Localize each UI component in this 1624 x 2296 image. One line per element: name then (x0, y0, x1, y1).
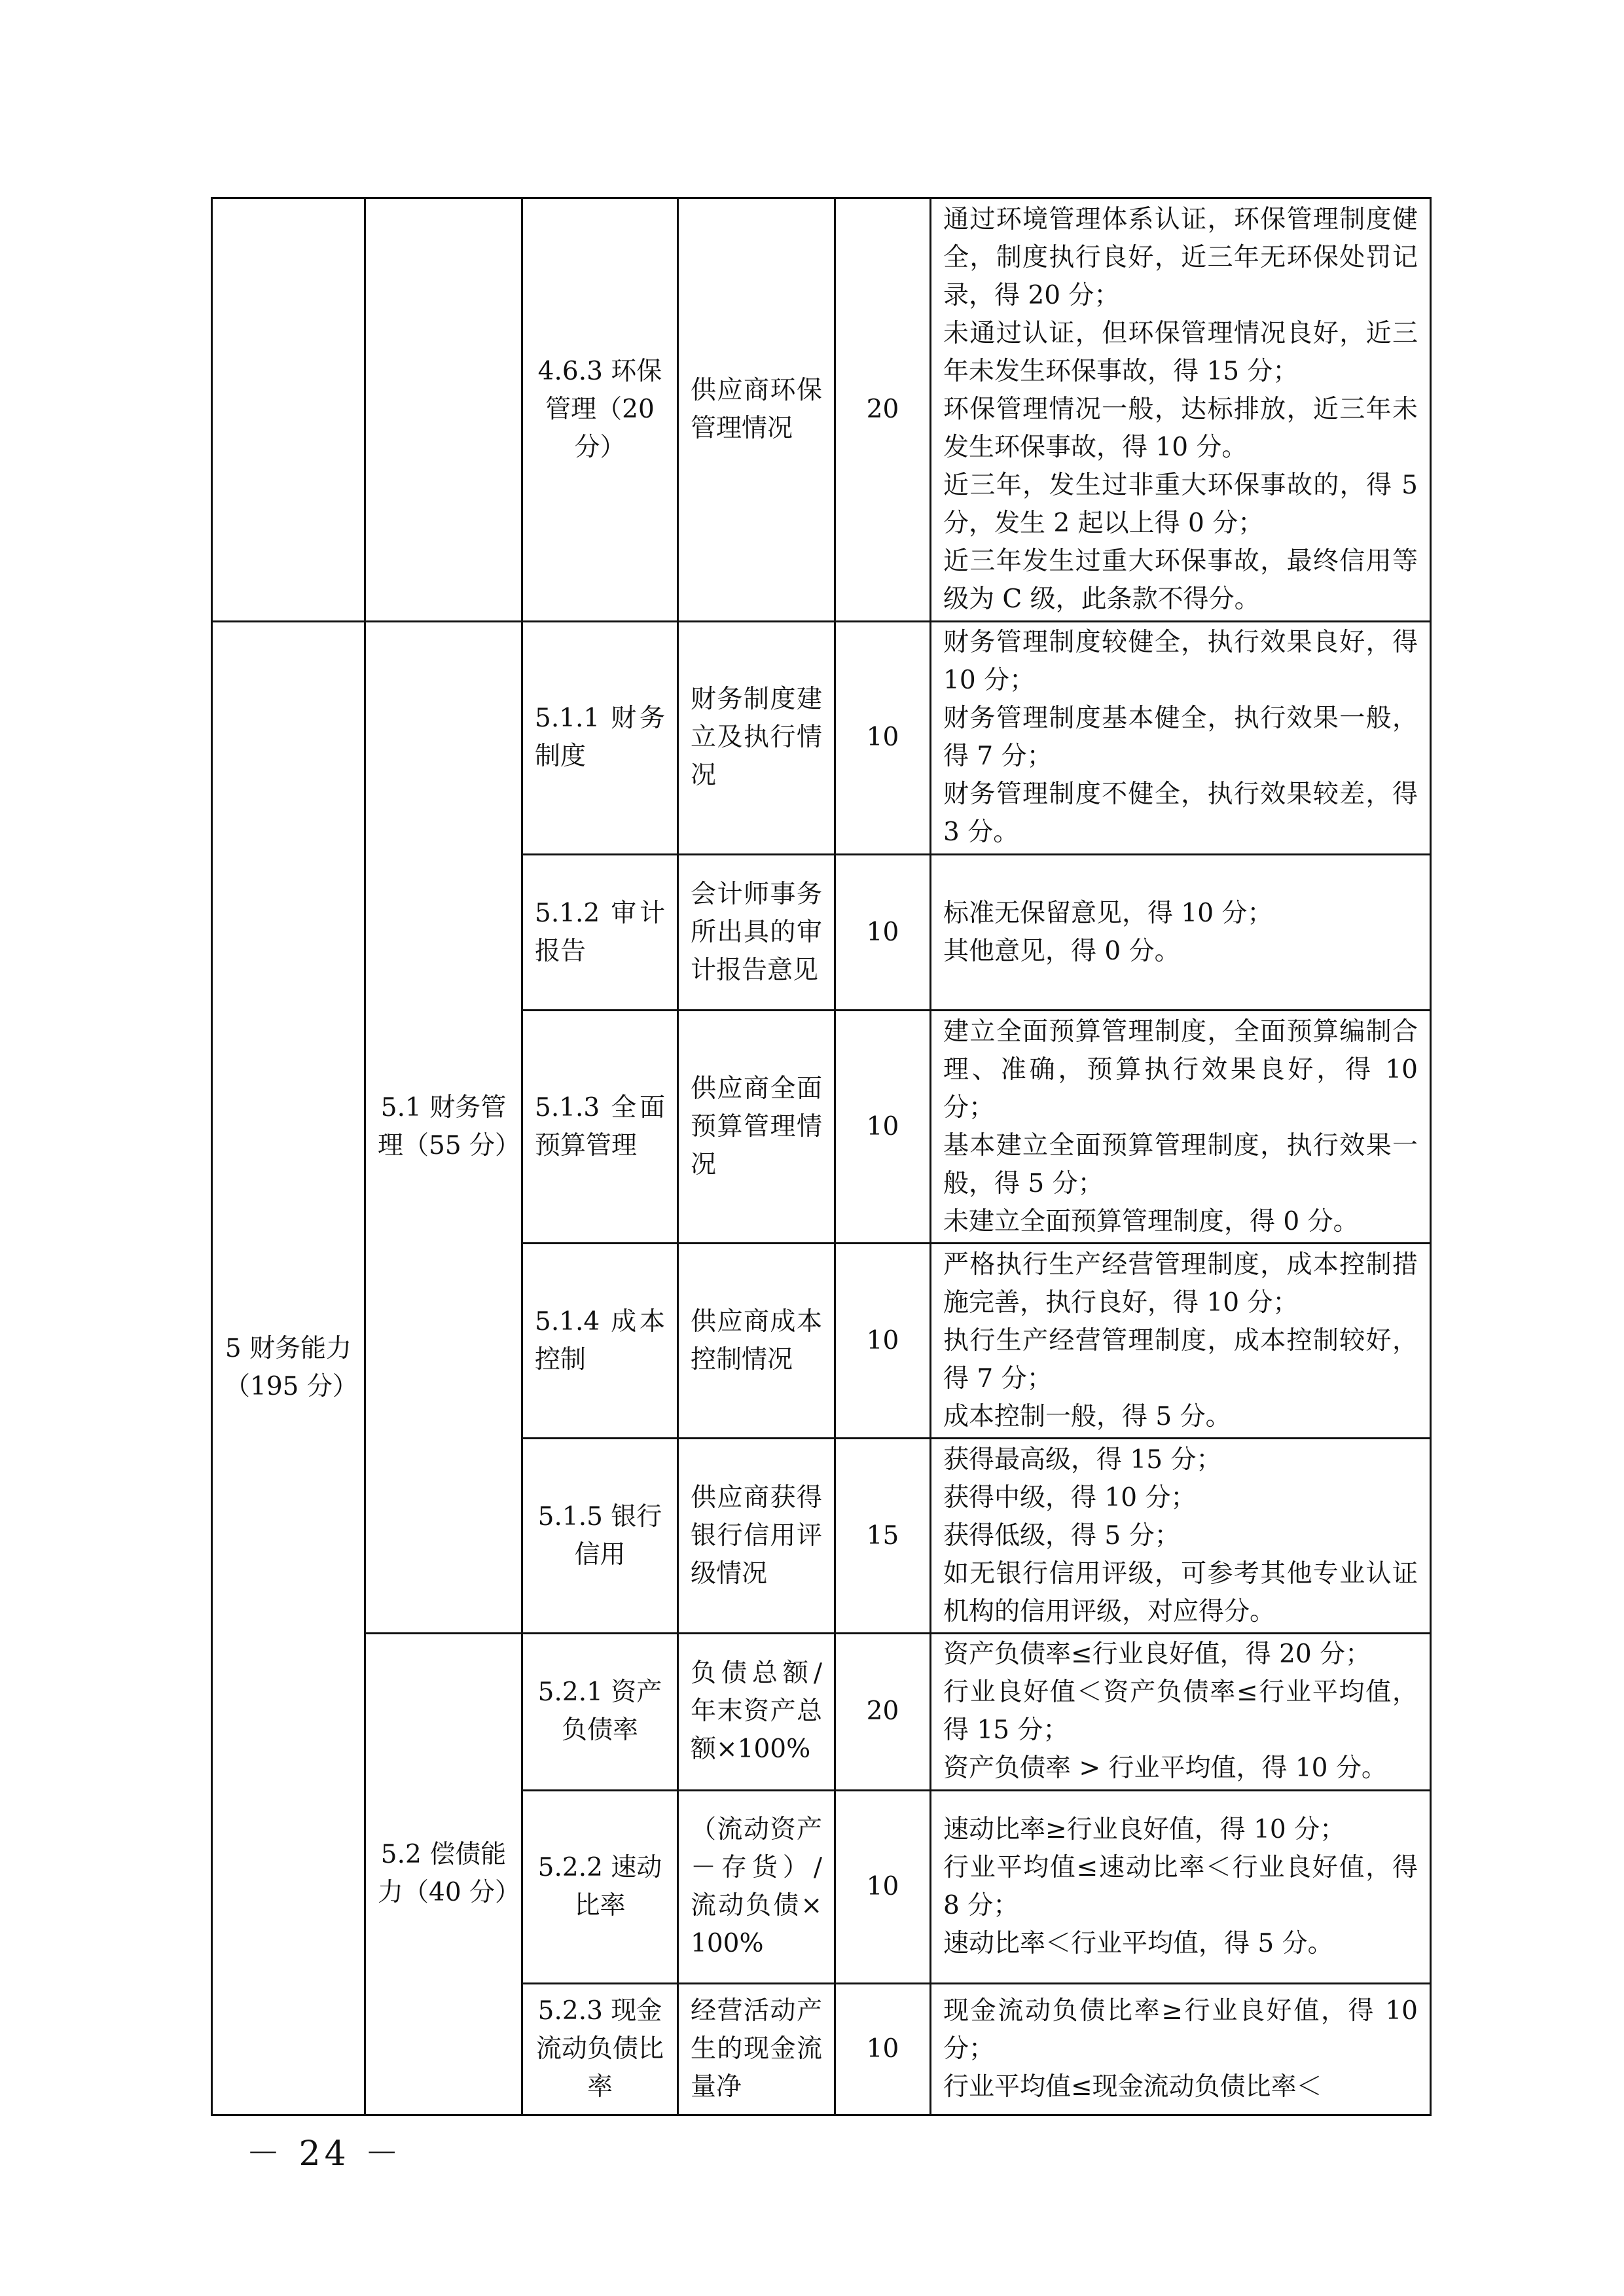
item-content: 供应商全面预算管理情况 (678, 1011, 835, 1244)
criteria-line: 建立全面预算管理制度，全面预算编制合理、准确，预算执行效果良好，得 10 分； (943, 1016, 1418, 1122)
criteria-line: 获得最高级，得 15 分； (943, 1444, 1222, 1475)
item-code: 5.2.3 现金流动负债比率 (522, 1984, 678, 2115)
criteria-line: 获得低级，得 5 分； (943, 1520, 1180, 1551)
item-score: 10 (835, 1790, 931, 1984)
criteria-line: 行业平均值≤速动比率＜行业良好值，得 8 分； (943, 1853, 1418, 1920)
item-score: 10 (835, 854, 931, 1011)
item-code: 5.2.1 资产负债率 (522, 1633, 678, 1790)
item-code: 5.1.2 审计报告 (522, 854, 678, 1011)
level2-category: 5.2 偿债能力（40 分） (365, 1633, 522, 2115)
item-criteria (931, 621, 1431, 854)
item-code: 4.6.3 环保管理（20 分） (522, 198, 678, 622)
criteria-line: 成本控制一般，得 5 分。 (943, 1401, 1231, 1431)
item-content: （流动资产－存货）/流动负债×100% (678, 1790, 835, 1984)
criteria-line: 财务管理制度较健全，执行效果良好，得 10 分； (943, 628, 1418, 696)
item-content: 供应商环保管理情况 (678, 198, 835, 622)
item-criteria (931, 1633, 1431, 1790)
item-content: 供应商成本控制情况 (678, 1244, 835, 1439)
criteria-line: 财务管理制度不健全，执行效果较差，得 3 分。 (943, 780, 1418, 848)
item-score: 15 (835, 1439, 931, 1634)
criteria-line: 未建立全面预算管理制度，得 0 分。 (943, 1206, 1359, 1236)
item-code: 5.1.4 成本控制 (522, 1244, 678, 1439)
item-content: 财务制度建立及执行情况 (678, 621, 835, 854)
criteria-line: 近三年，发生过非重大环保事故的，得 5 分，发生 2 起以上得 0 分； (943, 470, 1418, 538)
item-criteria (931, 854, 1431, 1011)
item-content: 经营活动产生的现金流量净 (678, 1984, 835, 2115)
table-row (212, 621, 1431, 854)
item-score: 20 (835, 1633, 931, 1790)
empty-cell (365, 198, 522, 622)
criteria-line: 行业平均值≤现金流动负债比率＜ (943, 2072, 1322, 2102)
item-content: 会计师事务所出具的审计报告意见 (678, 854, 835, 1011)
item-criteria (931, 1439, 1431, 1634)
criteria-line: 近三年发生过重大环保事故，最终信用等级为 C 级，此条款不得分。 (943, 546, 1418, 614)
criteria-line: 速动比率≥行业良好值，得 10 分； (943, 1815, 1346, 1844)
empty-cell (212, 198, 365, 622)
level2-category: 5.1 财务管理（55 分） (365, 621, 522, 1633)
item-criteria (931, 1984, 1431, 2115)
item-code: 5.1.1 财务制度 (522, 621, 678, 854)
item-score: 10 (835, 621, 931, 854)
item-code: 5.1.3 全面预算管理 (522, 1011, 678, 1244)
item-score: 10 (835, 1011, 931, 1244)
item-criteria (931, 1790, 1431, 1984)
item-content: 负债总额/年末资产总额×100% (678, 1633, 835, 1790)
level1-category: 5 财务能力（195 分） (212, 621, 365, 2115)
item-criteria (931, 1244, 1431, 1439)
criteria-line: 速动比率＜行业平均值，得 5 分。 (943, 1929, 1333, 1958)
criteria-line: 资产负债率≤行业良好值，得 20 分； (943, 1640, 1371, 1670)
criteria-line: 通过环境管理体系认证，环保管理制度健全，制度执行良好，近三年无环保处罚记录，得 20 分； (943, 204, 1418, 310)
item-score: 20 (835, 198, 931, 622)
page-number: － 24 － (246, 2134, 403, 2174)
item-code: 5.2.2 速动比率 (522, 1790, 678, 1984)
criteria-line: 获得中级，得 10 分； (943, 1482, 1197, 1513)
item-score: 10 (835, 1244, 931, 1439)
criteria-line: 财务管理制度基本健全，执行效果一般，得 7 分； (943, 704, 1418, 772)
item-content: 供应商获得银行信用评级情况 (678, 1439, 835, 1634)
criteria-line: 现金流动负债比率≥行业良好值，得 10 分； (943, 1996, 1418, 2064)
item-criteria (931, 198, 1431, 622)
criteria-line: 标准无保留意见，得 10 分； (943, 898, 1273, 928)
table-row (212, 198, 1431, 622)
criteria-line: 资产负债率 > 行业平均值，得 10 分。 (943, 1753, 1387, 1784)
item-criteria (931, 1011, 1431, 1244)
criteria-line: 如无银行信用评级，可参考其他专业认证机构的信用评级，对应得分。 (943, 1558, 1418, 1626)
criteria-line: 严格执行生产经营管理制度，成本控制措施完善，执行良好，得 10 分； (943, 1249, 1418, 1318)
criteria-line: 执行生产经营管理制度，成本控制较好，得 7 分； (943, 1325, 1418, 1393)
criteria-line: 环保管理情况一般，达标排放，近三年未发生环保事故，得 10 分。 (943, 394, 1418, 462)
criteria-line: 行业良好值＜资产负债率≤行业平均值，得 15 分； (943, 1677, 1418, 1746)
criteria-line: 其他意见，得 0 分。 (943, 936, 1180, 966)
item-score: 10 (835, 1984, 931, 2115)
criteria-line: 基本建立全面预算管理制度，执行效果一般，得 5 分； (943, 1130, 1418, 1198)
table-row (212, 1633, 1431, 1790)
scoring-table (211, 197, 1432, 2116)
item-code: 5.1.5 银行信用 (522, 1439, 678, 1634)
criteria-line: 未通过认证，但环保管理情况良好，近三年未发生环保事故，得 15 分； (943, 318, 1418, 386)
